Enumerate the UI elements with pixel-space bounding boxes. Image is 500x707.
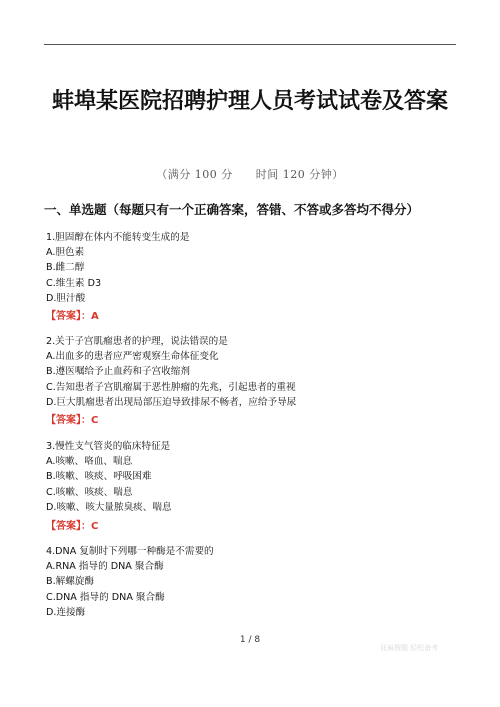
header-rule bbox=[44, 44, 456, 45]
option-c: C.维生素 D3 bbox=[46, 277, 102, 289]
option-b: B.咳嗽、咳痰、呼吸困难 bbox=[46, 471, 152, 483]
question-stem: 1.胆固醇在体内不能转变生成的是 bbox=[46, 232, 190, 243]
question-stem: 4.DNA 复制时下列哪一种酶是不需要的 bbox=[46, 546, 214, 557]
page-title: 蚌埠某医院招聘护理人员考试试卷及答案 bbox=[51, 89, 448, 114]
section-title: 一、单选题（每题只有一个正确答案，答错、不答或多答均不得分） bbox=[44, 202, 420, 217]
answer-1: 【答案】：A bbox=[46, 311, 99, 322]
option-a: A.出血多的患者应严密观察生命体征变化 bbox=[46, 351, 219, 363]
answer-3: 【答案】：C bbox=[46, 521, 99, 532]
answer-2: 【答案】：C bbox=[46, 415, 99, 426]
option-c: C.DNA 指导的 DNA 聚合酶 bbox=[46, 591, 165, 603]
question-1 bbox=[46, 230, 466, 306]
option-d: D.连接酶 bbox=[46, 606, 86, 618]
question-stem: 3.慢性支气管炎的临床特征是 bbox=[46, 441, 171, 452]
option-a: A.RNA 指导的 DNA 聚合酶 bbox=[46, 561, 164, 573]
option-b: B.解螺旋酶 bbox=[46, 576, 95, 588]
option-d: D.咳嗽、咳大量脓臭痰、喘息 bbox=[46, 501, 172, 513]
question-stem: 2.关于子宫肌瘤患者的护理，说法错误的是 bbox=[46, 336, 228, 347]
option-d: D.胆汁酸 bbox=[46, 292, 86, 304]
watermark: 亚麻搜题 轻松备考 bbox=[380, 644, 439, 652]
question-4 bbox=[46, 544, 466, 620]
option-c: C.告知患者子宫肌瘤属于恶性肿瘤的先兆，引起患者的重视 bbox=[46, 381, 296, 393]
question-2 bbox=[46, 334, 466, 410]
page-number: 1 / 8 bbox=[239, 635, 261, 645]
option-d: D.巨大肌瘤患者出现局部压迫导致排尿不畅者，应给予导尿 bbox=[46, 396, 297, 408]
option-b: B.遵医嘱给予止血药和子宫收缩剂 bbox=[46, 366, 190, 378]
question-3 bbox=[46, 439, 466, 515]
option-a: A.胆色素 bbox=[46, 247, 85, 259]
option-a: A.咳嗽、咯血、喘息 bbox=[46, 456, 133, 468]
option-b: B.雌二醇 bbox=[46, 262, 85, 274]
exam-info: （满分 100 分 时间 120 分钟） bbox=[156, 168, 344, 181]
option-c: C.咳嗽、咳痰、喘息 bbox=[46, 486, 133, 498]
